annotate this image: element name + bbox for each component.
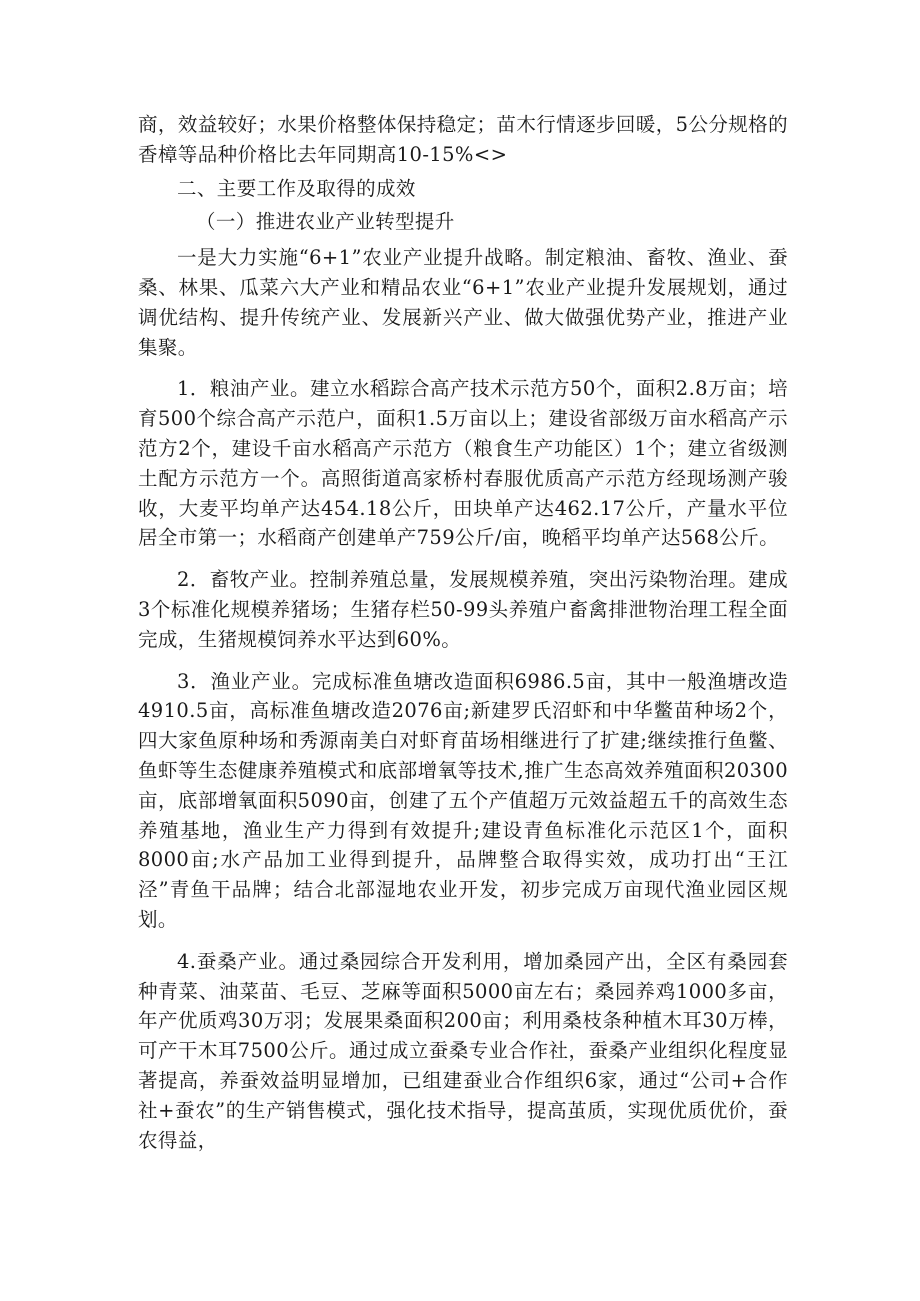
- subsection-heading: （一）推进农业产业转型提升: [196, 210, 455, 234]
- paragraph-fishery: 3．渔业产业。完成标准鱼塘改造面积6986.5亩，其中一般渔塘改造4910.5亩，高标准鱼塘改造2076亩;新建罗氏沼虾和中华鳖苗种场2个，四大家鱼原种场和秀源南美白对虾育苗场相继进行了扩建;继续推行鱼鳖、鱼虾等生态健康养殖模式和底部增氧等技术,推广生态高效养殖面积20300亩，底部增氧面积5090亩，创建了五个产值超万元效益超五千的高效生态养殖基地，渔业生产力得到有效提升;建设青鱼标准化示范区1个，面积8000亩;水产品加工业得到提升，品牌整合取得实效，成功打出“王江泾”青鱼干品牌；结合北部湿地农业开发，初步完成万亩现代渔业园区规划。: [138, 669, 788, 931]
- document-page: [138, 110, 788, 1155]
- paragraph-livestock: 2．畜牧产业。控制养殖总量，发展规模养殖，突出污染物治理。建成3个标准化规模养猪场；生猪存栏50-99头养殖户畜禽排泄物治理工程全面完成，生猪规模饲养水平达到60%。: [138, 568, 788, 651]
- paragraph-grain-oil: 1．粮油产业。建立水稻踪合高产技术示范方50个，面积2.8万亩；培育500个综合高产示范户，面积1.5万亩以上；建设省部级万亩水稻高产示范方2个，建设千亩水稻高产示范方（粮食生产功能区）1个；建立省级测土配方示范方一个。高照街道高家桥村春服优质高产示范方经现场测产骏收，大麦平均单产达454.18公斤，田块单产达462.17公斤，产量水平位居全市第一；水稻商产创建单产759公斤/亩，晚稻平均单产达568公斤。: [138, 377, 788, 550]
- section-heading: 二、主要工作及取得的成效: [177, 176, 416, 200]
- paragraph-strategy: 一是大力实施“6+1”农业产业提升战略。制定粮油、畜牧、渔业、蚕桑、林果、瓜菜六大产业和精品农业“6+1”农业产业提升发展规划，通过调优结构、提升传统产业、发展新兴产业、做大做强优势产业，推进产业集聚。: [138, 246, 788, 359]
- paragraph-intro-continued: 商，效益较好；水果价格整体保持稳定；苗木行情逐步回暖，5公分规格的香樟等品种价格比去年同期高10-15%<>: [138, 113, 788, 166]
- paragraph-sericulture: 4.蚕桑产业。通过桑园综合开发利用，增加桑园产出，全区有桑园套种青菜、油菜苗、毛豆、芝麻等面积5000亩左右；桑园养鸡1000多亩，年产优质鸡30万羽；发展果桑面积200亩；利用桑枝条种植木耳30万棒，可产干木耳7500公斤。通过成立蚕桑专业合作社，蚕桑产业组织化程度显著提高，养蚕效益明显增加，已组建蚕业合作组织6家，通过“公司+合作社+蚕农”的生产销售模式，强化技术指导，提高茧质，实现优质优价，蚕农得益，: [138, 949, 788, 1152]
